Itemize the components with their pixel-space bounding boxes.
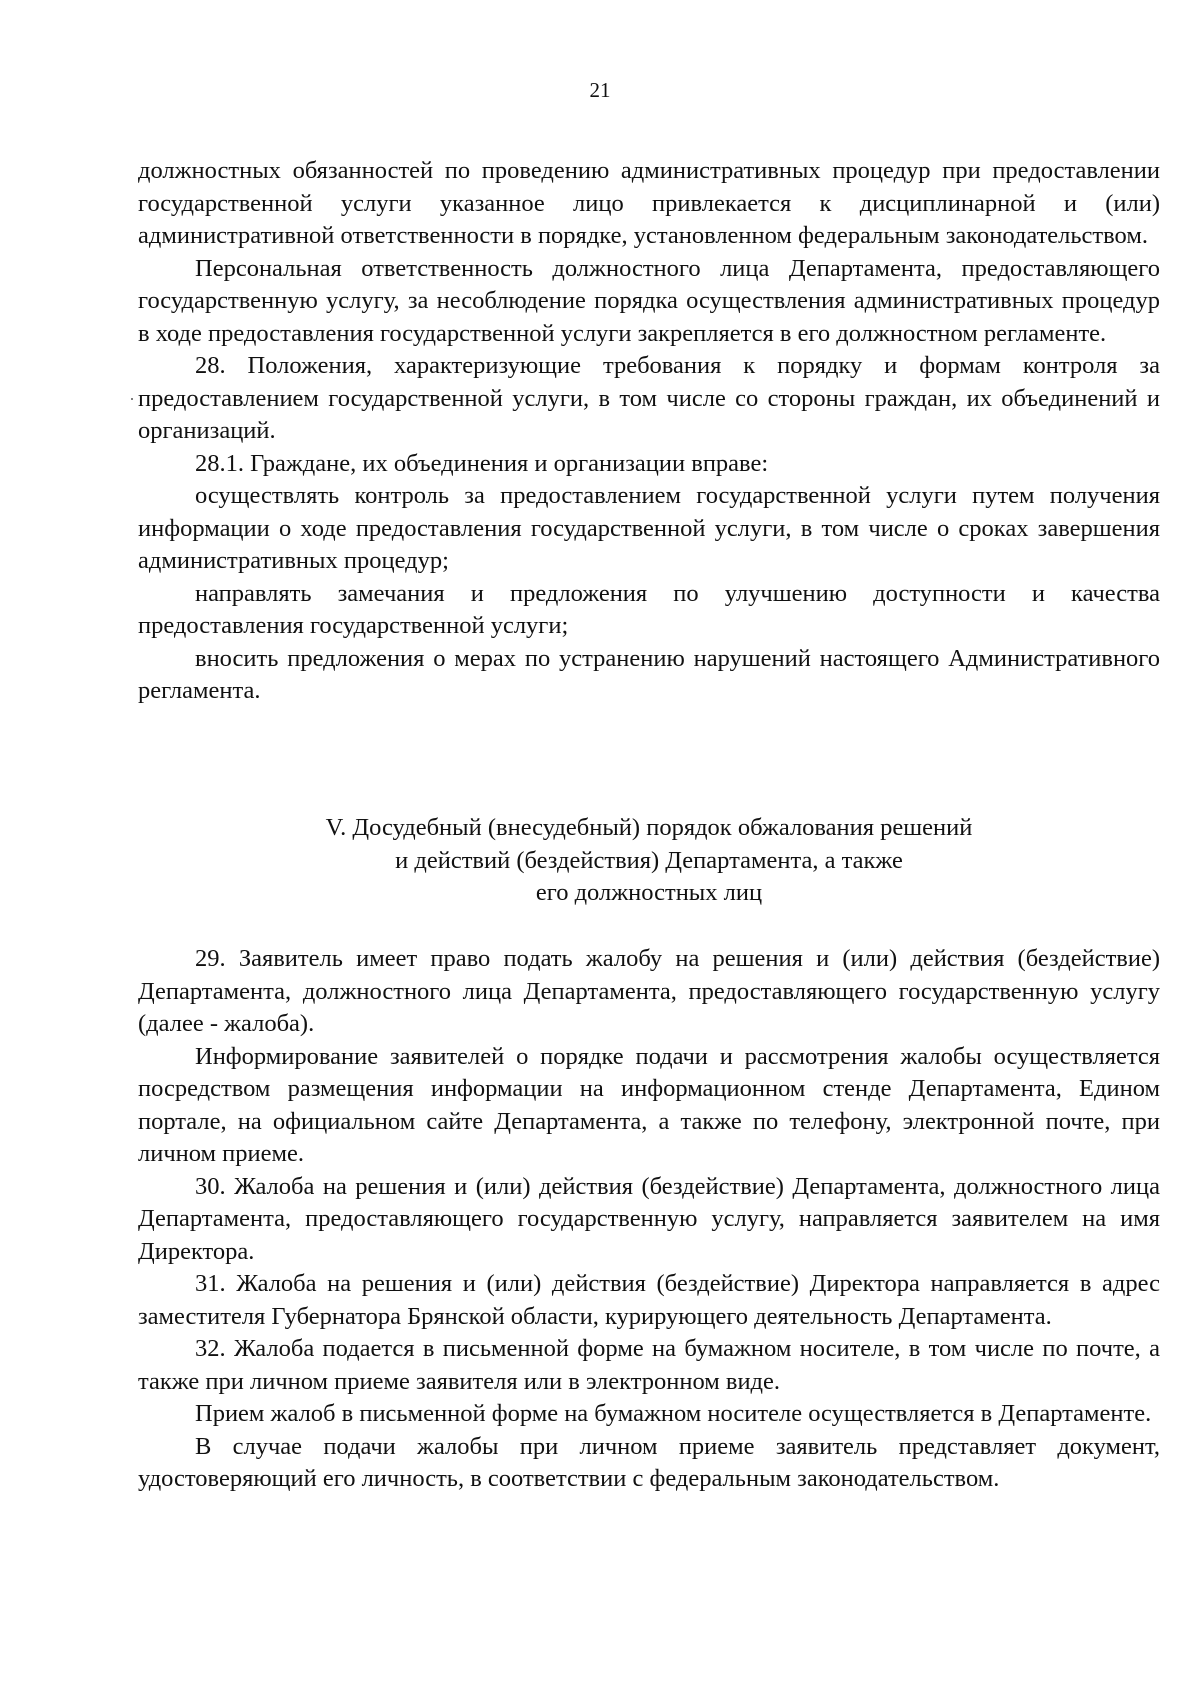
paragraph: 32. Жалоба подается в письменной форме на бумажном носителе, в том числе по почте, а также при личном приеме заявителя или в электронном виде.: [138, 1335, 1160, 1395]
paragraph: Информирование заявителей о порядке подачи и рассмотрения жалобы осуществляется посредством размещения информации на информационном стенде Департамента, Едином портале, на официальном сайте Департамента, а также по телефону, электронной почте, при личном приеме.: [138, 1042, 1160, 1167]
paragraph: 28. Положения, характеризующие требования к порядку и формам контроля за предоставлением государственной услуги, в том числе со стороны граждан, их объединений и организаций.: [138, 352, 1160, 444]
paragraph: 29. Заявитель имеет право подать жалобу на решения и (или) действия (бездействие) Департамента, должностного лица Департамента, предоставляющего государственную услугу (далее - жалоба).: [138, 945, 1160, 1037]
body-text-top: [138, 155, 1160, 708]
page-number: 21: [589, 78, 611, 102]
paragraph: Прием жалоб в письменной форме на бумажном носителе осуществляется в Департаменте.: [195, 1400, 1152, 1427]
body-text-bottom: [138, 943, 1160, 1496]
section-heading-line: V. Досудебный (внесудебный) порядок обжалования решений: [325, 814, 973, 841]
paragraph: вносить предложения о мерах по устранению нарушений настоящего Административного регламента.: [138, 644, 1160, 704]
paragraph: 30. Жалоба на решения и (или) действия (бездействие) Департамента, должностного лица Департамента, предоставляющего государственную услугу, направляется заявителем на имя Директора.: [138, 1172, 1160, 1265]
section-heading-line: и действий (бездействия) Департамента, а также: [395, 846, 903, 874]
section-heading-line: его должностных лиц: [535, 879, 763, 906]
paragraph: 28.1. Граждане, их объединения и организации вправе:: [195, 449, 769, 477]
paragraph: 31. Жалоба на решения и (или) действия (бездействие) Директора направляется в адрес заместителя Губернатора Брянской области, курирующего деятельность Департамента.: [138, 1270, 1160, 1330]
paragraph: Персональная ответственность должностного лица Департамента, предоставляющего государственную услугу, за несоблюдение порядка осуществления административных процедур в ходе предоставления государственной услуги закрепляется в его должностном регламенте.: [138, 254, 1160, 347]
paragraph: В случае подачи жалобы при личном приеме заявитель представляет документ, удостоверяющий его личность, в соответствии с федеральным законодательством.: [138, 1432, 1160, 1492]
scan-artifact: [131, 398, 133, 400]
section-heading: [138, 812, 1160, 910]
paragraph: направлять замечания и предложения по улучшению доступности и качества предоставления государственной услуги;: [138, 579, 1160, 639]
paragraph: осуществлять контроль за предоставлением государственной услуги путем получения информации о ходе предоставления государственной услуги, в том числе о сроках завершения административных процедур;: [138, 482, 1160, 574]
paragraph: должностных обязанностей по проведению административных процедур при предоставлении государственной услуги указанное лицо привлекается к дисциплинарной и (или) административной ответственности в порядке, установленном федеральным законодательством.: [138, 157, 1160, 249]
